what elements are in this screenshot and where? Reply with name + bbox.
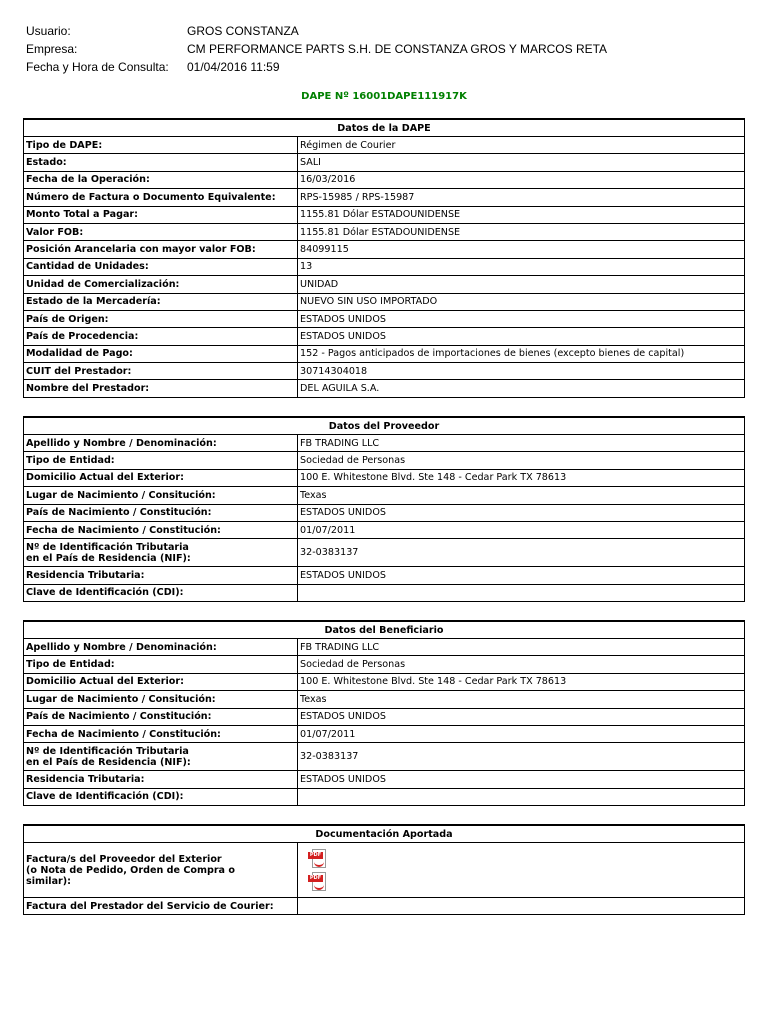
row-value: Texas	[298, 487, 745, 504]
factura-proveedor-line2: (o Nota de Pedido, Orden de Compra o	[26, 864, 235, 876]
fecha-value: 01/04/2016 11:59	[187, 60, 280, 74]
nif-label-line1: Nº de Identificación Tributaria	[26, 541, 189, 553]
row-value: 16/03/2016	[298, 171, 745, 188]
table-row	[24, 843, 745, 898]
dape-number-title: DAPE Nº 16001DAPE111917K	[301, 91, 467, 102]
table-row	[24, 276, 745, 293]
table-row	[24, 206, 745, 223]
row-label: Clave de Identificación (CDI):	[24, 584, 298, 601]
row-label: Monto Total a Pagar:	[24, 206, 298, 223]
row-label: Residencia Tributaria:	[24, 567, 298, 584]
row-label: Cantidad de Unidades:	[24, 258, 298, 275]
fecha-row	[26, 58, 607, 76]
table-row	[24, 788, 745, 805]
documentacion-heading: Documentación Aportada	[24, 825, 745, 843]
row-value: ESTADOS UNIDOS	[298, 771, 745, 788]
table-row	[24, 469, 745, 486]
factura-prestador-label: Factura del Prestador del Servicio de Courier:	[24, 898, 298, 915]
nif-label-line1: Nº de Identificación Tributaria	[26, 745, 189, 757]
row-label: Valor FOB:	[24, 223, 298, 240]
row-value: Sociedad de Personas	[298, 452, 745, 469]
table-row	[24, 310, 745, 327]
table-row	[24, 656, 745, 673]
row-value: Texas	[298, 691, 745, 708]
row-value: ESTADOS UNIDOS	[298, 567, 745, 584]
empresa-value: CM PERFORMANCE PARTS S.H. DE CONSTANZA GROS Y MARCOS RETA	[187, 42, 608, 56]
consulta-header	[26, 22, 607, 76]
row-label: Fecha de Nacimiento / Constitución:	[24, 521, 298, 538]
row-label	[24, 539, 298, 567]
factura-proveedor-line3: similar):	[26, 875, 71, 887]
nif-label-line2: en el País de Residencia (NIF):	[26, 756, 191, 768]
table-row	[24, 567, 745, 584]
row-value: ESTADOS UNIDOS	[298, 708, 745, 725]
factura-proveedor-label	[24, 843, 298, 898]
row-label: Lugar de Nacimiento / Consitución:	[24, 487, 298, 504]
documentacion-table	[23, 824, 745, 915]
row-label: Modalidad de Pago:	[24, 345, 298, 362]
table-row	[24, 293, 745, 310]
table-row	[24, 487, 745, 504]
row-value: 32-0383137	[298, 539, 745, 567]
row-value: RPS-15985 / RPS-15987	[298, 189, 745, 206]
row-label: Clave de Identificación (CDI):	[24, 788, 298, 805]
pdf-icon[interactable]: PDF	[308, 872, 328, 891]
row-label: CUIT del Prestador:	[24, 363, 298, 380]
row-label: Tipo de Entidad:	[24, 656, 298, 673]
row-label: País de Nacimiento / Constitución:	[24, 708, 298, 725]
row-value: 152 - Pagos anticipados de importaciones de bienes (excepto bienes de capital)	[298, 345, 745, 362]
row-value: 1155.81 Dólar ESTADOUNIDENSE	[298, 206, 745, 223]
table-row	[24, 363, 745, 380]
row-label: Domicilio Actual del Exterior:	[24, 469, 298, 486]
row-label: Domicilio Actual del Exterior:	[24, 673, 298, 690]
nif-label-line2: en el País de Residencia (NIF):	[26, 552, 191, 564]
table-row	[24, 380, 745, 397]
table-row	[24, 223, 745, 240]
row-label: Estado de la Mercadería:	[24, 293, 298, 310]
dape-heading: Datos de la DAPE	[24, 119, 745, 137]
row-label: Unidad de Comercialización:	[24, 276, 298, 293]
row-label: Posición Arancelaria con mayor valor FOB:	[24, 241, 298, 258]
row-label: Nombre del Prestador:	[24, 380, 298, 397]
table-row	[24, 898, 745, 915]
row-label: Apellido y Nombre / Denominación:	[24, 435, 298, 452]
row-value: DEL AGUILA S.A.	[298, 380, 745, 397]
dape-table	[23, 118, 745, 398]
row-label: País de Nacimiento / Constitución:	[24, 504, 298, 521]
row-value: NUEVO SIN USO IMPORTADO	[298, 293, 745, 310]
table-row	[24, 504, 745, 521]
table-row	[24, 328, 745, 345]
pdf-icon[interactable]: PDF	[308, 849, 328, 868]
table-row	[24, 452, 745, 469]
table-row	[24, 154, 745, 171]
row-value: 100 E. Whitestone Blvd. Ste 148 - Cedar Park TX 78613	[298, 469, 745, 486]
row-label: Fecha de la Operación:	[24, 171, 298, 188]
table-row	[24, 691, 745, 708]
table-row	[24, 171, 745, 188]
table-row	[24, 258, 745, 275]
empresa-row	[26, 40, 607, 58]
row-value: Régimen de Courier	[298, 137, 745, 154]
beneficiario-heading: Datos del Beneficiario	[24, 621, 745, 639]
row-value: FB TRADING LLC	[298, 639, 745, 656]
table-row	[24, 584, 745, 601]
table-row	[24, 435, 745, 452]
row-value: 01/07/2011	[298, 521, 745, 538]
row-label: Residencia Tributaria:	[24, 771, 298, 788]
row-label: País de Procedencia:	[24, 328, 298, 345]
row-value: 01/07/2011	[298, 725, 745, 742]
usuario-value: GROS CONSTANZA	[187, 24, 299, 38]
row-value: SALI	[298, 154, 745, 171]
table-row	[24, 345, 745, 362]
row-value: ESTADOS UNIDOS	[298, 328, 745, 345]
usuario-label: Usuario:	[26, 24, 71, 38]
fecha-label: Fecha y Hora de Consulta:	[26, 60, 169, 74]
row-value: 30714304018	[298, 363, 745, 380]
row-label	[24, 743, 298, 771]
row-value: 1155.81 Dólar ESTADOUNIDENSE	[298, 223, 745, 240]
row-value: 84099115	[298, 241, 745, 258]
table-row	[24, 241, 745, 258]
table-row	[24, 639, 745, 656]
row-label: Estado:	[24, 154, 298, 171]
beneficiario-table	[23, 620, 745, 806]
table-row	[24, 725, 745, 742]
row-value	[298, 584, 745, 601]
row-value: UNIDAD	[298, 276, 745, 293]
row-label: Tipo de DAPE:	[24, 137, 298, 154]
table-row	[24, 708, 745, 725]
factura-proveedor-files	[298, 843, 745, 898]
table-row	[24, 743, 745, 771]
table-row	[24, 539, 745, 567]
row-label: Lugar de Nacimiento / Consitución:	[24, 691, 298, 708]
factura-prestador-files	[298, 898, 745, 915]
row-label: Tipo de Entidad:	[24, 452, 298, 469]
row-value: FB TRADING LLC	[298, 435, 745, 452]
row-value: Sociedad de Personas	[298, 656, 745, 673]
factura-proveedor-line1: Factura/s del Proveedor del Exterior	[26, 853, 222, 865]
empresa-label: Empresa:	[26, 42, 78, 56]
row-label: País de Origen:	[24, 310, 298, 327]
usuario-row	[26, 22, 607, 40]
row-value: ESTADOS UNIDOS	[298, 504, 745, 521]
proveedor-heading: Datos del Proveedor	[24, 417, 745, 435]
row-label: Fecha de Nacimiento / Constitución:	[24, 725, 298, 742]
row-value: 13	[298, 258, 745, 275]
row-value: 32-0383137	[298, 743, 745, 771]
table-row	[24, 673, 745, 690]
row-value: ESTADOS UNIDOS	[298, 310, 745, 327]
row-value	[298, 788, 745, 805]
table-row	[24, 771, 745, 788]
table-row	[24, 189, 745, 206]
row-label: Número de Factura o Documento Equivalente:	[24, 189, 298, 206]
table-row	[24, 521, 745, 538]
proveedor-table	[23, 416, 745, 602]
row-value: 100 E. Whitestone Blvd. Ste 148 - Cedar Park TX 78613	[298, 673, 745, 690]
table-row	[24, 137, 745, 154]
row-label: Apellido y Nombre / Denominación:	[24, 639, 298, 656]
